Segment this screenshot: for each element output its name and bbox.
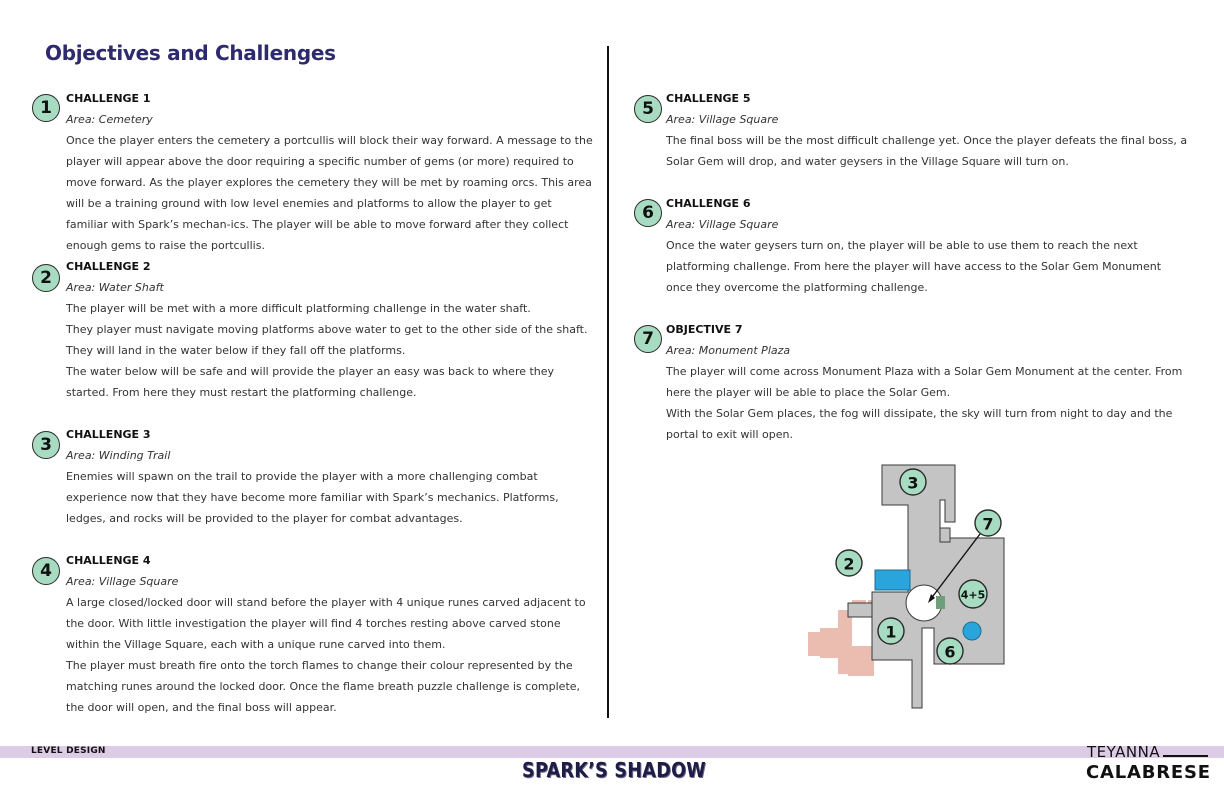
page-title: Objectives and Challenges: [45, 41, 336, 65]
author-last-name: CALABRESE: [1086, 762, 1211, 783]
challenge-title: CHALLENGE 1: [66, 92, 151, 105]
challenge-area: Area: Village Square: [666, 113, 779, 126]
challenge-number-badge: 2: [32, 264, 60, 292]
author-first-name: TEYANNA: [1087, 743, 1161, 761]
challenge-paragraph: The water below will be safe and will provide the player an easy was back to where they started. From here they must restart the platforming challenge.: [66, 365, 555, 399]
challenge-paragraph: Once the player enters the cemetery a portcullis will block their way forward. A message to the player will appear above the door requiring a specific number of gems (or more) required to move forward. As the player explores the cemetery they will be met by roaming orcs. This area will be a training ground with low level enemies and platforms to allow the player to get familiar with Spark’s mechan-ics. The player will be able to move forward after they collect enough gems to raise the portcullis.: [66, 134, 593, 252]
svg-text:6: 6: [944, 642, 956, 662]
challenge-area: Area: Water Shaft: [66, 281, 164, 294]
challenge-number-badge: 1: [32, 94, 60, 122]
geyser-marker: [963, 622, 981, 640]
map-marker-7: [975, 510, 1001, 536]
map-marker-1: [878, 618, 904, 644]
map-marker-2: [836, 550, 862, 576]
svg-text:3: 3: [907, 473, 919, 493]
challenge-paragraph: Once the water geysers turn on, the player will be able to use them to reach the next platforming challenge. From here the player will have access to the Solar Gem Monument once they overcome the platforming challenge.: [666, 239, 1162, 294]
challenge-title: CHALLENGE 6: [666, 197, 751, 210]
footer-band: [0, 746, 1224, 758]
challenge-area: Area: Winding Trail: [66, 449, 171, 462]
challenge-title: CHALLENGE 3: [66, 428, 151, 441]
challenge-paragraph: With the Solar Gem places, the fog will dissipate, the sky will turn from night to day and the portal to exit will open.: [666, 407, 1173, 441]
challenge-area: Area: Village Square: [66, 575, 179, 588]
challenge-number-badge: 3: [32, 431, 60, 459]
challenge-paragraph: The player must breath fire onto the torch flames to change their colour represented by the matching runes around the locked door. Once the flame breath puzzle challenge is complete, the door will open, and the final boss will appear.: [66, 659, 581, 714]
challenge-paragraph: The final boss will be the most difficult challenge yet. Once the player defeats the final boss, a Solar Gem will drop, and water geysers in the Village Square will turn on.: [666, 134, 1188, 168]
map-marker-3: [900, 469, 926, 495]
footer-section-label: LEVEL DESIGN: [31, 746, 106, 756]
challenge-paragraph: The player will come across Monument Plaza with a Solar Gem Monument at the center. From here the player will be able to place the Solar Gem.: [666, 365, 1183, 399]
challenge-number-badge: 6: [634, 199, 662, 227]
challenge-title: CHALLENGE 4: [66, 554, 151, 567]
challenge-paragraph: They player must navigate moving platforms above water to get to the other side of the shaft. They will land in the water below if they fall off the platforms.: [66, 323, 588, 357]
challenge-paragraph: Enemies will spawn on the trail to provide the player with a more challenging combat experience now that they have become more familiar with Spark’s mechanics. Platforms, ledges, and rocks will be provided to the player for combat advantages.: [66, 470, 559, 525]
map-marker-6: [937, 638, 963, 664]
map-marker-4-5: [959, 580, 987, 608]
challenge-number-badge: 4: [32, 557, 60, 585]
challenge-title: CHALLENGE 2: [66, 260, 151, 273]
svg-text:7: 7: [982, 514, 994, 534]
challenge-title: CHALLENGE 5: [666, 92, 751, 105]
svg-text:4+5: 4+5: [960, 588, 986, 602]
challenge-area: Area: Monument Plaza: [666, 344, 791, 357]
challenge-number-badge: 5: [634, 95, 662, 123]
level-map: [800, 460, 1015, 720]
footer-game-title: SPARK’S SHADOW: [522, 758, 706, 782]
challenge-paragraph: The player will be met with a more difficult platforming challenge in the water shaft.: [66, 302, 531, 315]
challenge-number-badge: 7: [634, 325, 662, 353]
solar-gem-marker: [936, 596, 945, 609]
author-rule: [1163, 755, 1208, 757]
challenge-paragraph: A large closed/locked door will stand before the player with 4 unique runes carved adjacent to the door. With little investigation the player will find 4 torches resting above carved stone within the Village Square, each with a unique rune carved into them.: [66, 596, 586, 651]
column-divider: [607, 46, 609, 718]
challenge-title: OBJECTIVE 7: [666, 323, 743, 336]
challenge-area: Area: Cemetery: [66, 113, 153, 126]
svg-text:1: 1: [885, 622, 897, 642]
challenge-area: Area: Village Square: [666, 218, 779, 231]
water-shaft-region: [875, 570, 910, 590]
svg-text:2: 2: [843, 554, 855, 574]
